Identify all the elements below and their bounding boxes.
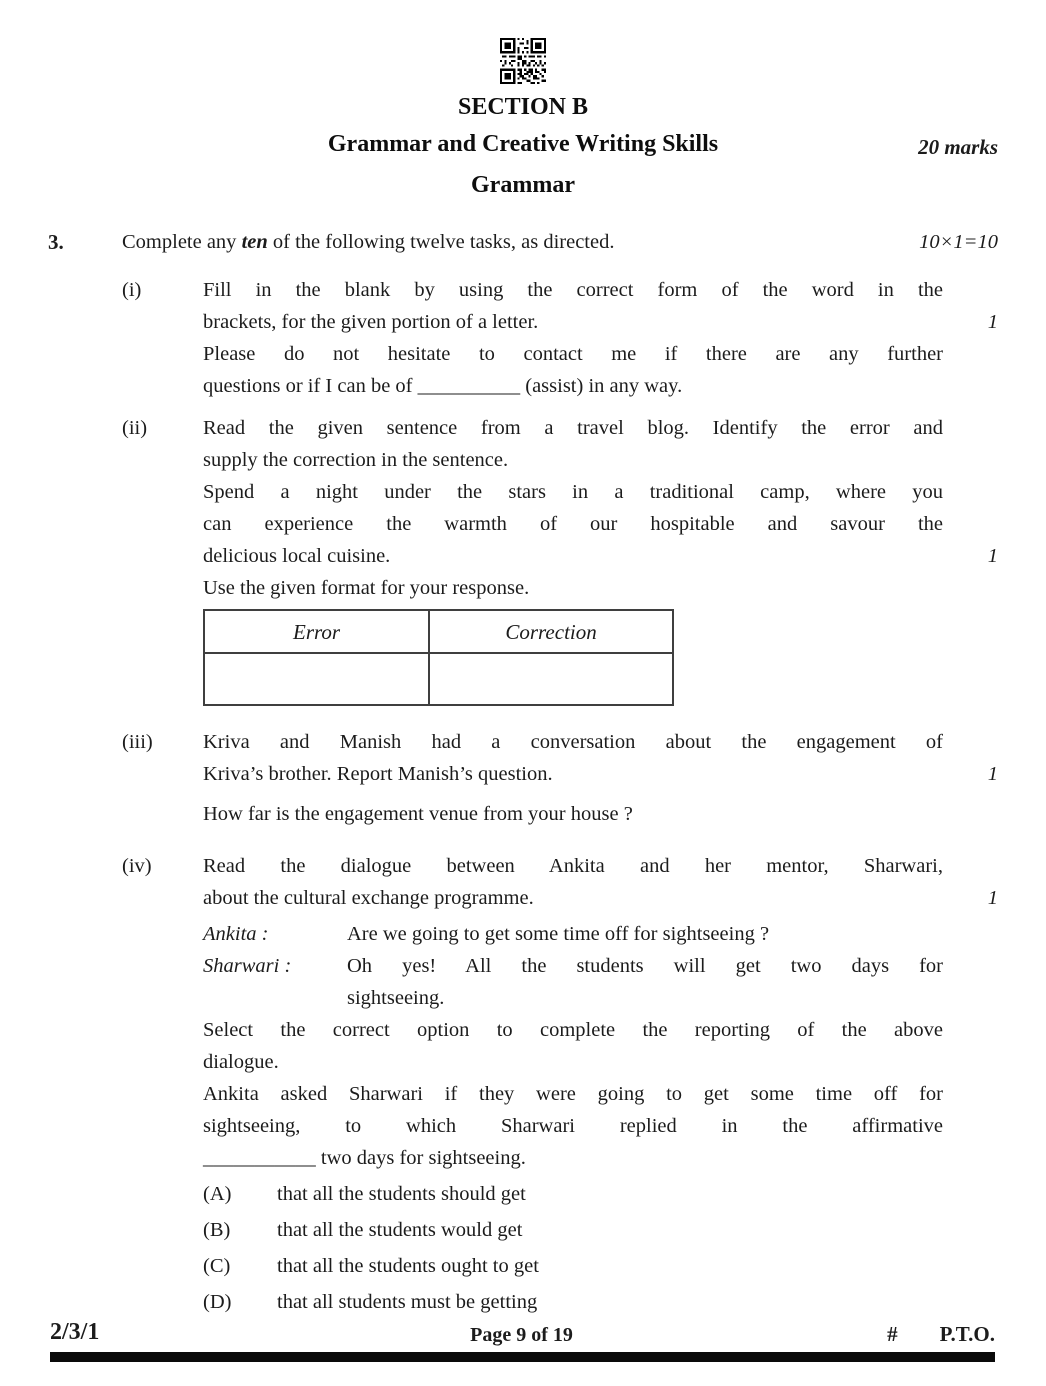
part-ii-line: Spend a night under the stars in a traditional camp, where you xyxy=(203,481,943,503)
part-iv-followup-line: Ankita asked Sharwari if they were going to get some time off for xyxy=(203,1083,943,1105)
intro-post: of the following twelve tasks, as directed. xyxy=(267,231,615,253)
dialogue-row-sharwari xyxy=(203,950,943,1014)
option-a-text: that all the students should get xyxy=(277,1183,526,1205)
table-answer-row xyxy=(204,653,673,705)
option-d-letter: (D) xyxy=(203,1291,232,1313)
option-c-text: that all the students ought to get xyxy=(277,1255,539,1277)
part-iv xyxy=(122,850,998,1318)
part-iv-followup-line: sightseeing, to which Sharwari replied in the affirmative xyxy=(203,1115,943,1137)
correction-answer-cell xyxy=(429,653,673,705)
option-b-text: that all the students would get xyxy=(277,1219,523,1241)
error-answer-cell xyxy=(204,653,429,705)
part-iv-label: (iv) xyxy=(122,855,152,877)
correction-column-header: Correction xyxy=(429,610,673,653)
pto-label: P.T.O. xyxy=(939,1322,995,1346)
part-iv-line: about the cultural exchange programme. xyxy=(203,887,534,909)
part-ii-body xyxy=(203,412,943,706)
section-title: SECTION B xyxy=(457,94,589,120)
intro-pre: Complete any xyxy=(122,231,242,253)
subject-title: Grammar and Creative Writing Skills xyxy=(327,131,719,157)
part-i-body xyxy=(203,274,943,402)
part-i-marks: 1 xyxy=(987,311,998,333)
part-ii-marks: 1 xyxy=(987,545,998,567)
question-intro xyxy=(122,226,911,258)
part-i-line: Please do not hesitate to contact me if there are any further xyxy=(203,343,943,365)
part-i xyxy=(122,274,998,402)
option-d-text: that all students must be getting xyxy=(277,1291,538,1313)
part-iii-line: Kriva and Manish had a conversation about the engagement of xyxy=(203,731,943,753)
error-correction-table xyxy=(203,609,674,706)
subject-marks: 20 marks xyxy=(918,135,998,159)
footer-right xyxy=(887,1318,995,1350)
option-a-letter: (A) xyxy=(203,1183,232,1205)
page-number: Page 9 of 19 xyxy=(470,1324,573,1346)
intro-emphasis: ten xyxy=(241,231,268,253)
option-c xyxy=(203,1250,943,1282)
dialogue-text: Oh yes! All the students will get two days for xyxy=(347,955,943,977)
question-3-header xyxy=(48,226,998,258)
hash-mark: # xyxy=(887,1322,898,1346)
part-i-label: (i) xyxy=(122,279,142,301)
error-column-header: Error xyxy=(204,610,429,653)
part-iii-body xyxy=(203,726,943,830)
option-c-letter: (C) xyxy=(203,1255,231,1277)
question-total-marks: 10×1=10 xyxy=(919,231,998,253)
part-iii-label: (iii) xyxy=(122,731,153,753)
dialogue-text: sightseeing. xyxy=(347,987,445,1009)
part-ii-line: delicious local cuisine. xyxy=(203,545,391,567)
speaker-sharwari: Sharwari : xyxy=(203,955,292,977)
question-number: 3. xyxy=(48,230,64,254)
speaker-ankita: Ankita : xyxy=(203,923,269,945)
part-iv-line: Read the dialogue between Ankita and her mentor, Sharwari, xyxy=(203,855,943,877)
part-i-line: questions or if I can be of __________ (assist) in any way. xyxy=(203,375,683,397)
part-iv-marks: 1 xyxy=(987,887,998,909)
grammar-subheading: Grammar xyxy=(471,172,575,198)
option-b xyxy=(203,1214,943,1246)
part-iii-line: Kriva’s brother. Report Manish’s question. xyxy=(203,763,553,785)
part-iii-question-line: How far is the engagement venue from your house ? xyxy=(203,803,633,825)
option-d xyxy=(203,1286,943,1318)
part-ii-line: Use the given format for your response. xyxy=(203,577,530,599)
part-iv-followup-line: ___________ two days for sightseeing. xyxy=(203,1147,526,1169)
part-ii-line: Read the given sentence from a travel blog. Identify the error and xyxy=(203,417,943,439)
part-ii-line: supply the correction in the sentence. xyxy=(203,449,509,471)
part-iv-body xyxy=(203,850,943,1318)
mcq-options xyxy=(203,1178,943,1318)
part-iii xyxy=(122,726,998,830)
option-b-letter: (B) xyxy=(203,1219,231,1241)
part-iv-followup-line: dialogue. xyxy=(203,1051,279,1073)
part-i-line: Fill in the blank by using the correct form of the word in the xyxy=(203,279,943,301)
paper-code: 2/3/1 xyxy=(50,1319,100,1345)
footer-rule xyxy=(50,1352,995,1362)
qr-code xyxy=(500,38,546,84)
dialogue-row-ankita xyxy=(203,918,943,950)
part-ii xyxy=(122,412,998,706)
dialogue-block xyxy=(203,918,943,1014)
page-footer xyxy=(48,1316,995,1350)
subject-line xyxy=(48,129,998,160)
part-ii-label: (ii) xyxy=(122,417,148,439)
option-a xyxy=(203,1178,943,1210)
part-i-line: brackets, for the given portion of a letter. xyxy=(203,311,539,333)
dialogue-text: Are we going to get some time off for sightseeing ? xyxy=(347,923,770,945)
part-ii-line: can experience the warmth of our hospitable and savour the xyxy=(203,513,943,535)
part-iv-followup-line: Select the correct option to complete the reporting of the above xyxy=(203,1019,943,1041)
part-iii-marks: 1 xyxy=(987,763,998,785)
table-header-row xyxy=(204,610,673,653)
